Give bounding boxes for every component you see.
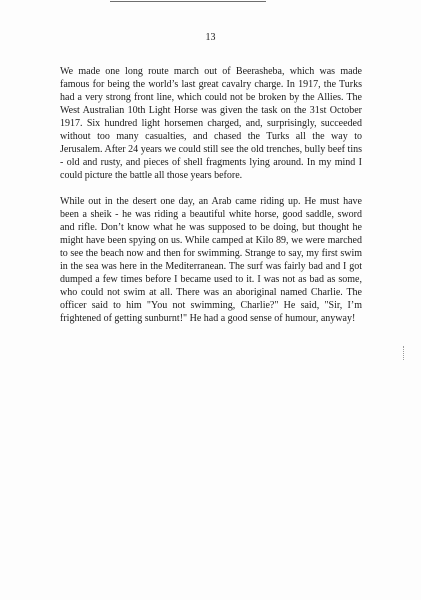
- paragraph-desert-arab: While out in the desert one day, an Arab came riding up. He must have been a sheik - he was riding a beautiful white horse, good saddle, sword and rifle. Don’t know what he was supposed to be doing, but thought he might have been spying on us. While camped at Kilo 89, we were marched to see the beach now and then for swimming. Strange to say, my first swim in the sea was here in the Mediterranean. The surf was fairly bad and I got dumped a few times before I became used to it. I was not as bad as some, who could not swim at all. There was an aboriginal named Charlie. The officer said to him "You not swimming, Charlie?" He said, "Sir, I’m frightened of getting sunburnt!" He had a good sense of humour, anyway!: [60, 196, 362, 324]
- scan-edge-line: [110, 1, 266, 2]
- body-text: [60, 65, 362, 338]
- page-number: 13: [205, 32, 216, 43]
- scan-margin-mark: [403, 346, 405, 360]
- paragraph-beersheba: We made one long route march out of Beerasheba, which was made famous for being the world’s last great cavalry charge. In 1917, the Turks had a very strong front line, which could not be broken by the Allies. The West Australian 10th Light Horse was given the task on the 31st October 1917. Six hundred light horsemen charged, and, surprisingly, succeeded without too many casualties, and chased the Turks all the way to Jerusalem. After 24 years we could still see the old trenches, bully beef tins - old and rusty, and pieces of shell fragments lying around. In my mind I could picture the battle all those years before.: [60, 66, 362, 181]
